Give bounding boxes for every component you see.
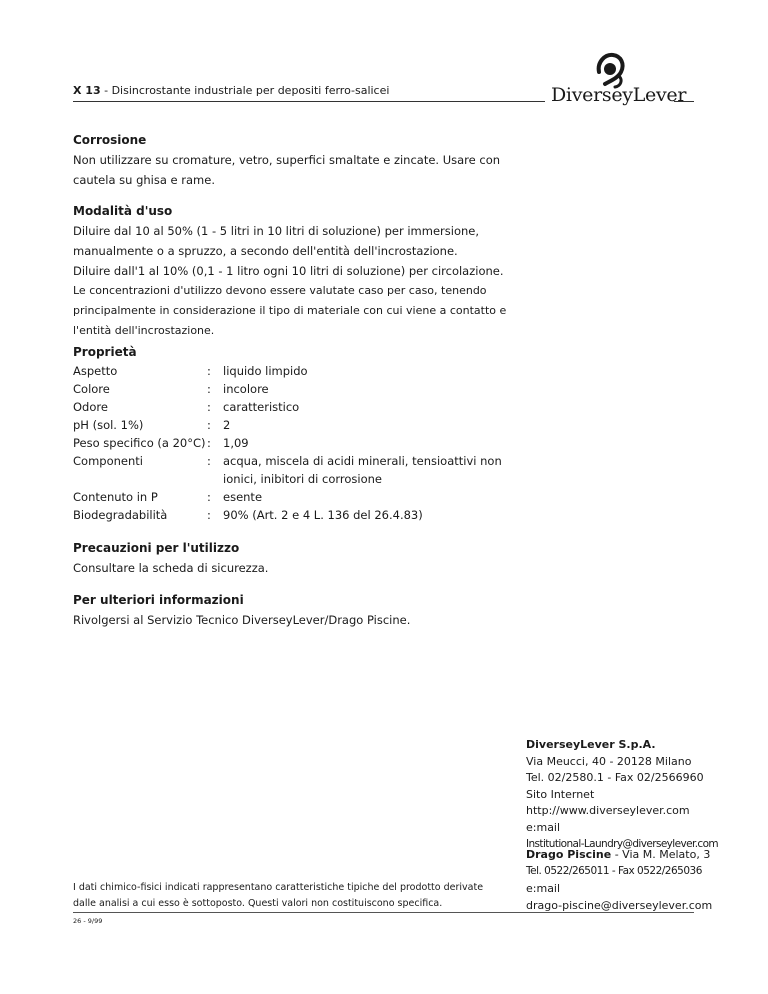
section-precauzioni <box>73 541 268 578</box>
document-title <box>73 84 389 97</box>
brand-logo-text: DiverseyLever <box>551 84 687 106</box>
property-value: 1,09 <box>223 436 249 450</box>
property-separator: : <box>207 490 211 504</box>
company-website-link[interactable]: http://www.diverseylever.com <box>526 804 690 817</box>
disclaimer-note <box>73 880 483 912</box>
text-line: Diluire dal 10 al 50% (1 - 5 litri in 10 litri di soluzione) per immersione, <box>73 224 479 238</box>
text-line: principalmente in considerazione il tipo di materiale con cui viene a contatto e <box>73 304 507 317</box>
section-heading: Per ulteriori informazioni <box>73 593 244 607</box>
property-value: esente <box>223 490 263 504</box>
property-label: Contenuto in P <box>73 490 158 504</box>
text-line: I dati chimico-fisici indicati rappresentano caratteristiche tipiche del prodotto derivate <box>73 882 484 893</box>
property-row <box>73 380 483 398</box>
drago-email-label: e:mail <box>526 882 561 895</box>
property-separator: : <box>207 382 211 396</box>
property-row <box>73 398 483 416</box>
property-row <box>73 362 483 380</box>
company-email-link[interactable]: Institutional-Laundry@diverseylever.com <box>526 838 719 850</box>
text-line: dalle analisi a cui esso è sottoposto. Questi valori non costituiscono specifica. <box>73 898 443 909</box>
section-heading: Precauzioni per l'utilizzo <box>73 541 240 555</box>
section-body <box>73 610 410 630</box>
header-divider <box>73 101 545 102</box>
footer-divider <box>73 912 694 913</box>
property-separator: : <box>207 364 211 378</box>
section-corrosione <box>73 133 500 190</box>
text-line: Le concentrazioni d'utilizzo devono essere valutate caso per caso, tenendo <box>73 284 487 297</box>
text-line: Diluire dall'1 al 10% (0,1 - 1 litro ogni 10 litri di soluzione) per circolazione. <box>73 264 504 278</box>
product-code: X 13 <box>73 84 101 97</box>
property-label: Colore <box>73 382 110 396</box>
property-value: caratteristico <box>223 400 300 414</box>
property-label: Odore <box>73 400 108 414</box>
text-line: Consultare la scheda di sicurezza. <box>73 561 269 575</box>
drago-phone: Tel. 0522/265011 - Fax 0522/265036 <box>526 865 702 877</box>
section-heading: Corrosione <box>73 133 147 147</box>
text-line: Non utilizzare su cromature, vetro, superfici smaltate e zincate. Usare con <box>73 153 501 167</box>
product-subtitle: - Disincrostante industriale per depositi ferro-salicei <box>104 84 390 97</box>
property-value: 2 <box>223 418 231 432</box>
company-name: DiverseyLever S.p.A. <box>526 738 656 751</box>
property-label: Aspetto <box>73 364 118 378</box>
drago-name: Drago Piscine <box>526 848 612 861</box>
company-address: Via Meucci, 40 - 20128 Milano <box>526 754 692 768</box>
text-line: Rivolgersi al Servizio Tecnico DiverseyLever/Drago Piscine. <box>73 613 411 627</box>
logo-divider <box>674 101 694 102</box>
property-value: liquido limpido <box>223 364 308 378</box>
property-label: Componenti <box>73 454 143 468</box>
company-phone: Tel. 02/2580.1 - Fax 02/2566960 <box>526 771 704 784</box>
drago-name-line <box>526 846 712 863</box>
property-row <box>73 434 483 452</box>
section-heading: Proprietà <box>73 345 137 359</box>
property-separator: : <box>207 436 211 450</box>
property-separator: : <box>207 508 211 522</box>
property-label: pH (sol. 1%) <box>73 418 144 432</box>
section-modalita-uso <box>73 204 506 341</box>
section-body <box>73 558 268 578</box>
drago-email-link[interactable]: drago-piscine@diverseylever.com <box>526 899 713 912</box>
property-row <box>73 416 483 434</box>
property-row <box>73 488 483 506</box>
section-body <box>73 221 506 341</box>
document-code: 26 - 9/99 <box>73 917 103 925</box>
text-line: l'entità dell'incrostazione. <box>73 324 215 337</box>
property-value: acqua, miscela di acidi minerali, tensioattivi non ionici, inibitori di corrosione <box>223 454 502 486</box>
property-value: 90% (Art. 2 e 4 L. 136 del 26.4.83) <box>223 508 423 522</box>
section-body <box>73 150 500 190</box>
property-separator: : <box>207 400 211 414</box>
property-separator: : <box>207 454 211 468</box>
drago-address: - Via M. Melato, 3 <box>611 848 711 861</box>
property-label: Biodegradabilità <box>73 508 168 522</box>
property-label: Peso specifico (a 20°C) <box>73 436 206 450</box>
property-row <box>73 506 483 524</box>
section-heading: Modalità d'uso <box>73 204 173 218</box>
property-value: incolore <box>223 382 269 396</box>
property-row <box>73 452 502 488</box>
property-separator: : <box>207 418 211 432</box>
company-web-label: Sito Internet <box>526 787 595 801</box>
text-line: cautela su ghisa e rame. <box>73 173 215 187</box>
company-contact-block <box>526 737 718 853</box>
company-email-label: e:mail <box>526 820 561 834</box>
text-line: manualmente o a spruzzo, a secondo dell'entità dell'incrostazione. <box>73 244 458 258</box>
section-informazioni <box>73 593 410 630</box>
drago-contact-block <box>526 846 712 914</box>
properties-table <box>73 362 502 524</box>
section-proprieta <box>73 345 502 524</box>
